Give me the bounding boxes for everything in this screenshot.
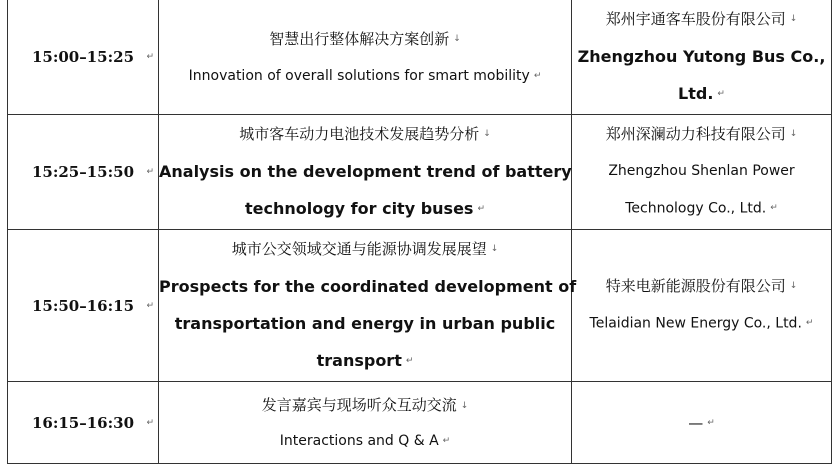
table-row	[8, 230, 832, 382]
time-text: 15:50–16:15	[31, 296, 135, 315]
time-cell	[8, 0, 159, 115]
org-dash: —	[688, 413, 704, 432]
topic-zh: 城市客车动力电池技术发展趋势分析	[239, 125, 480, 143]
cell-end-mark: ↵	[477, 204, 485, 214]
org-zh: 郑州宇通客车股份有限公司	[605, 10, 786, 28]
cell-end-mark: ↵	[770, 203, 778, 214]
table-row	[8, 0, 832, 115]
topic-cell	[159, 0, 572, 115]
paragraph-mark: ↓	[490, 244, 499, 254]
org-cell	[572, 115, 832, 230]
org-zh: 特来电新能源股份有限公司	[605, 277, 786, 296]
topic-cell	[159, 230, 577, 382]
org-zh: 郑州深澜动力科技有限公司	[605, 125, 786, 144]
org-en-line: Ltd.	[678, 84, 714, 103]
paragraph-mark: ↓	[789, 129, 798, 140]
cell-end-mark: ↵	[146, 417, 154, 428]
time-text: 15:25–15:50	[31, 163, 135, 181]
topic-en-line: Prospects for the coordinated development of	[159, 277, 577, 296]
paragraph-mark: ↓	[453, 34, 461, 45]
org-en-line: Zhengzhou Shenlan Power	[608, 163, 795, 180]
cell-end-mark: ↵	[533, 71, 542, 82]
cell-end-mark: ↵	[146, 52, 154, 62]
topic-en-line: Innovation of overall solutions for smart mobility	[188, 68, 530, 85]
topic-en-line: Analysis on the development trend of battery	[159, 162, 572, 181]
org-cell	[572, 0, 832, 115]
topic-zh: 智慧出行整体解决方案创新	[269, 29, 450, 48]
paragraph-mark: ↓	[483, 129, 491, 139]
cell-end-mark: ↵	[717, 89, 725, 99]
org-en-line: Zhengzhou Yutong Bus Co.,	[577, 47, 826, 66]
time-text: 15:00–15:25	[31, 48, 135, 66]
time-cell	[8, 230, 159, 382]
paragraph-mark: ↓	[460, 400, 469, 411]
topic-en-line: transportation and energy in urban public	[174, 314, 556, 333]
cell-end-mark: ↵	[442, 435, 451, 446]
table-row	[8, 115, 832, 230]
topic-cell	[159, 382, 572, 464]
topic-en-line: transport	[316, 351, 402, 370]
org-cell	[572, 230, 832, 382]
cell-end-mark: ↵	[405, 356, 414, 366]
cell-end-mark: ↵	[805, 318, 814, 329]
topic-en-line: Interactions and Q & A	[279, 432, 439, 449]
cell-end-mark: ↵	[707, 418, 715, 428]
org-en-line: Telaidian New Energy Co., Ltd.	[589, 315, 802, 332]
cell-end-mark: ↵	[146, 300, 154, 311]
paragraph-mark: ↓	[789, 14, 798, 24]
org-en-line: Technology Co., Ltd.	[625, 200, 767, 217]
cell-end-mark: ↵	[146, 167, 154, 177]
paragraph-mark: ↓	[789, 281, 798, 292]
schedule-table	[7, 0, 832, 464]
time-cell	[8, 115, 159, 230]
topic-zh: 发言嘉宾与现场听众互动交流	[261, 396, 457, 415]
table-row	[8, 382, 832, 464]
time-cell	[8, 382, 159, 464]
time-text: 16:15–16:30	[31, 413, 135, 432]
org-cell	[572, 382, 832, 464]
topic-cell	[159, 115, 572, 230]
topic-zh: 城市公交领域交通与能源协调发展展望	[231, 240, 487, 258]
topic-en-line: technology for city buses	[244, 199, 474, 218]
